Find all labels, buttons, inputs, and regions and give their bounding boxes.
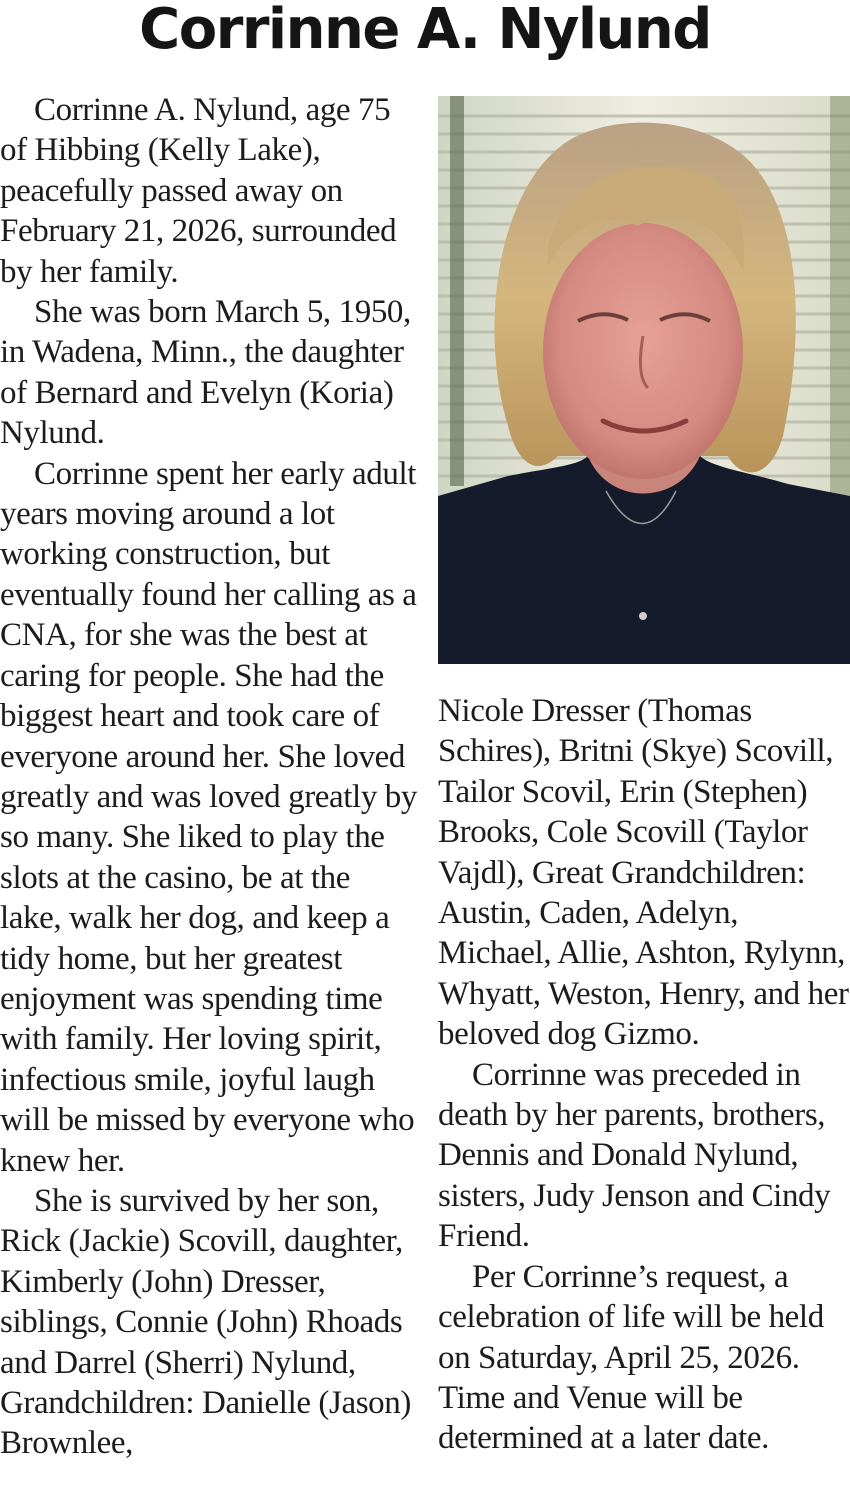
- paragraph-celebration-of-life: Per Corrinne’s request, a celebration of life will be held on Saturday, April 25, 2026. Time and Venue will be determined at a later date.: [438, 1258, 824, 1457]
- obituary-text-left-column: [0, 90, 418, 1464]
- paragraph-life: Corrinne spent her early adult years moving around a lot working construction, but eventually found her calling as a CNA, for she was the best at caring for people. She had the biggest heart and took care of everyone around her. She loved greatly and was loved greatly by so many. She liked to play the slots at the casino, be at the lake, walk her dog, and keep a tidy home, but her greatest enjoyment was spending time with family. Her loving spirit, infectious smile, joyful laugh will be missed by everyone who knew her.: [0, 455, 417, 1179]
- portrait-photo: [438, 96, 850, 664]
- portrait-illustration: [438, 96, 850, 664]
- obituary-text-right-column: [438, 691, 850, 1459]
- paragraph-survived-by: She is survived by her son, Rick (Jackie) Scovill, daughter, Kimberly (John) Dresser, siblings, Connie (John) Rhoads and Darrel (Sherri) Nylund, Grandchildren: Danielle (Jason) Brownlee,: [0, 1182, 411, 1462]
- obituary-headline: Corrinne A. Nylund: [139, 0, 711, 62]
- paragraph-intro: Corrinne A. Nylund, age 75 of Hibbing (Kelly Lake), peacefully passed away on February 21, 2026, surrounded by her family.: [0, 92, 397, 290]
- paragraph-survived-by-continued: Nicole Dresser (Thomas Schires), Britni (Skye) Scovill, Tailor Scovil, Erin (Stephen) Brooks, Cole Scovill (Taylor Vajdl), Great Grandchildren: Austin, Caden, Adelyn, Michael, Allie, Ashton, Rylynn, Whyatt, Weston, Henry, and her beloved dog Gizmo.: [438, 693, 849, 1053]
- paragraph-preceded-in-death: Corrinne was preceded in death by her parents, brothers, Dennis and Donald Nylund, sisters, Judy Jenson and Cindy Friend.: [438, 1056, 831, 1255]
- paragraph-birth: She was born March 5, 1950, in Wadena, Minn., the daughter of Bernard and Evelyn (Koria) Nylund.: [0, 294, 411, 452]
